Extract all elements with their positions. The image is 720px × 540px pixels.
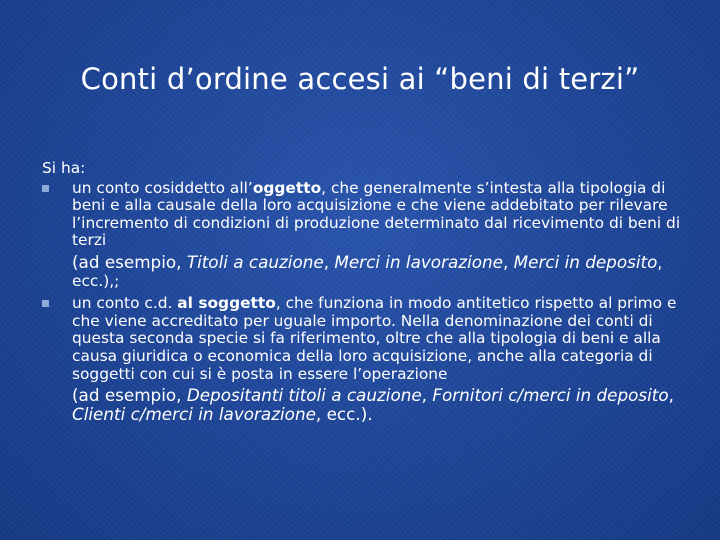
example-separator: , — [421, 385, 433, 406]
item-bold-term: al soggetto — [177, 294, 276, 313]
item-text: un conto cosiddetto all’ — [72, 178, 253, 197]
square-bullet-icon — [42, 185, 49, 192]
item-description — [72, 180, 682, 250]
example-account: Fornitori c/merci in deposito — [432, 385, 669, 406]
intro-text: Si ha: — [42, 159, 86, 177]
example-account: Depositanti titoli a cauzione — [186, 385, 422, 406]
example-prefix: (ad esempio, — [72, 385, 187, 406]
item-text: , che generalmente s’intesta alla tipologia di beni e alla causale della loro acquisizione e che viene addebitato per rilevare l’incremento di condizioni di produzione determinato dal ricevimento di beni di terzi — [72, 178, 681, 250]
item-bold-term: oggetto — [252, 178, 322, 197]
square-bullet-icon — [42, 300, 49, 307]
list-item-oggetto — [42, 180, 682, 291]
slide-body — [42, 160, 682, 424]
example-suffix: , ecc.),; — [72, 253, 663, 290]
item-text: , che funziona in modo antitetico rispetto al primo e che viene accreditato per uguale importo. Nella denominazione dei conti di questa seconda specie si fa riferimento, oltre che alla tipologia di beni e alla causa giuridica o economica della loro acquisizione, anche alla categoria di soggetti con cui si è posta in essere l’operazione — [72, 294, 677, 383]
item-text: un conto c.d. — [72, 294, 178, 313]
example-account: Clienti c/merci in lavorazione — [72, 403, 316, 424]
item-example — [72, 387, 682, 424]
item-description — [72, 295, 682, 383]
example-account: Merci in lavorazione — [334, 251, 503, 272]
example-separator: , — [323, 251, 335, 272]
list-item-soggetto — [42, 295, 682, 424]
example-account: Merci in deposito — [513, 251, 658, 272]
example-suffix: , ecc.). — [315, 403, 373, 424]
example-separator: , — [502, 251, 514, 272]
slide-title: Conti d’ordine accesi ai “beni di terzi” — [80, 62, 640, 96]
example-account: Titoli a cauzione — [186, 251, 324, 272]
item-example — [72, 251, 682, 290]
example-separator: , — [668, 385, 675, 406]
example-prefix: (ad esempio, — [72, 251, 187, 272]
